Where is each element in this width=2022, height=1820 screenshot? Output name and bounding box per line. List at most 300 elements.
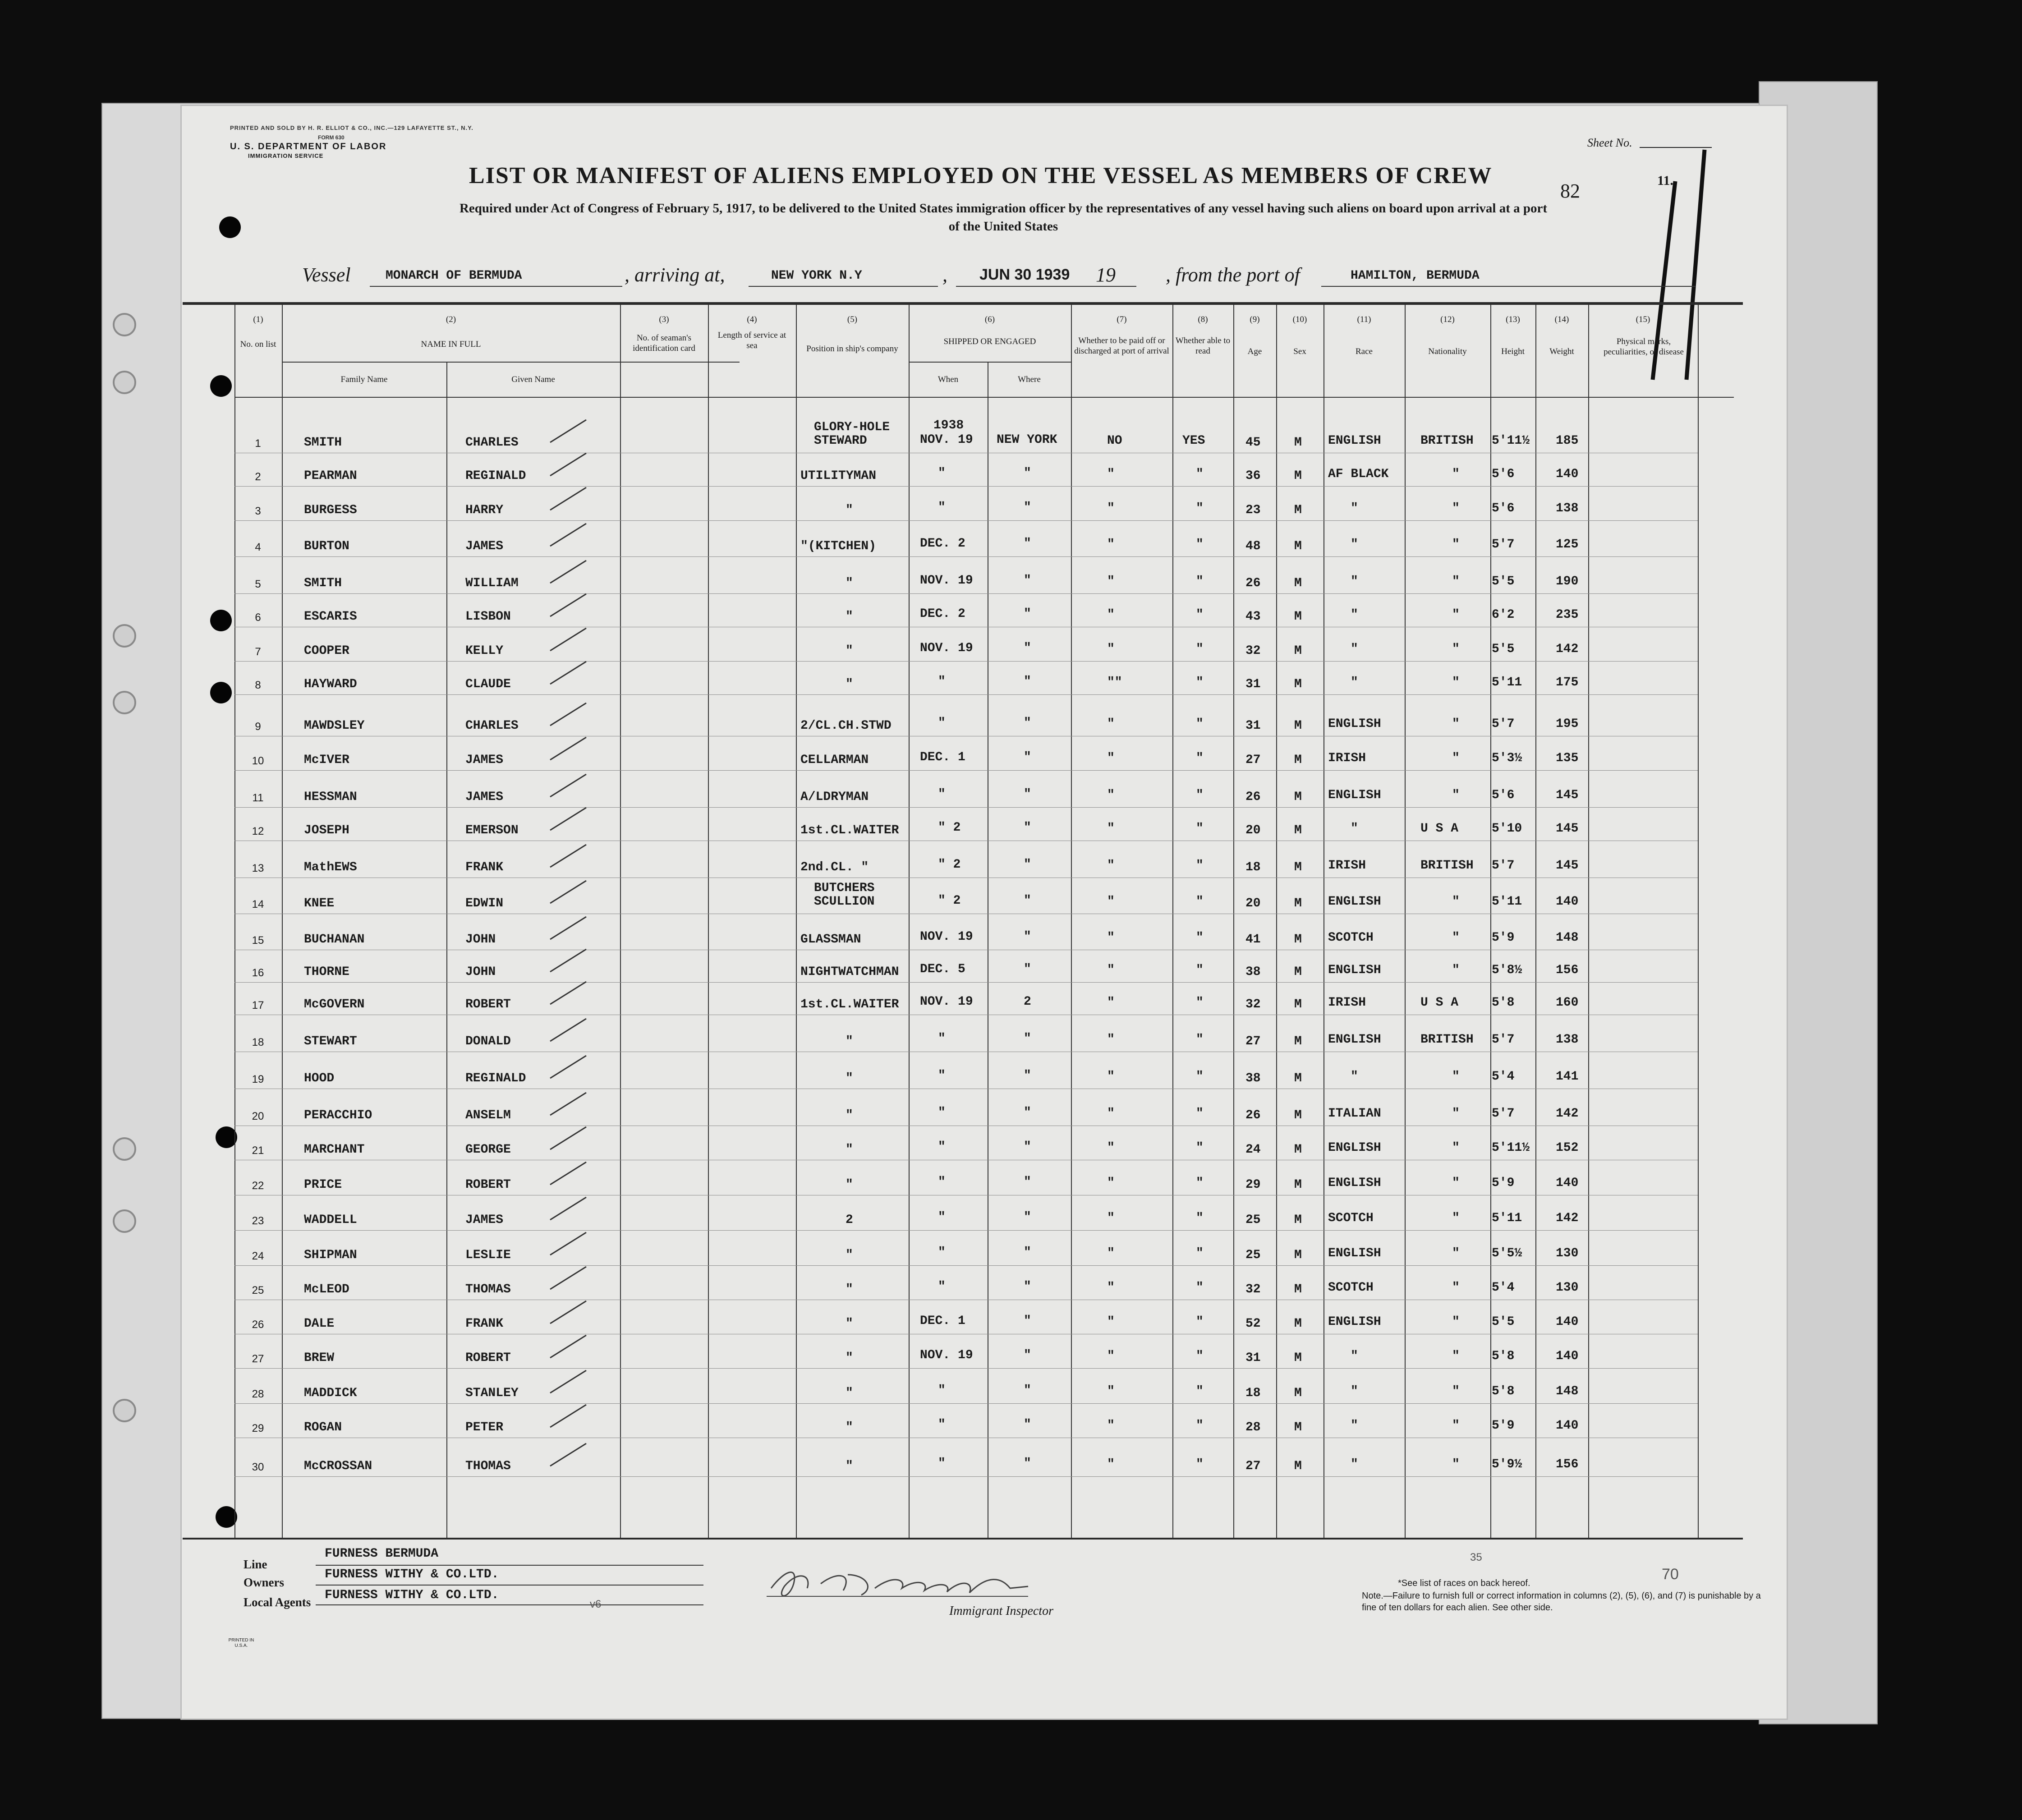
engaged-when: " (938, 1246, 946, 1259)
given-name: CHARLES (465, 436, 519, 450)
height: 5'3½ (1492, 751, 1522, 765)
row-number: 16 (252, 967, 264, 979)
printed-in-usa: PRINTED IN U.S.A. (228, 1638, 254, 1648)
weight: 138 (1556, 1033, 1579, 1047)
height: 5'7 (1492, 717, 1515, 731)
given-name: HARRY (465, 503, 504, 517)
col-paid-off: Whether to be paid off or discharged at port of arrival (1074, 336, 1169, 356)
given-name: EMERSON (465, 823, 519, 837)
race: ITALIAN (1328, 1107, 1381, 1121)
able-to-read: " (1196, 1070, 1204, 1084)
race: ENGLISH (1328, 1246, 1381, 1260)
paid-off: " (1107, 996, 1115, 1010)
subheader-rule (282, 362, 740, 363)
engaged-when: " (938, 675, 946, 689)
col-family-name: Family Name (340, 375, 388, 384)
family-name: JOSEPH (304, 823, 349, 837)
age: 31 (1245, 677, 1261, 691)
engaged-when: " 2 (938, 821, 961, 835)
paid-off: " (1107, 1070, 1115, 1084)
col-where: Where (1018, 375, 1041, 384)
inspector-label: Immigrant Inspector (949, 1604, 1053, 1618)
service-name: IMMIGRATION SERVICE (248, 152, 324, 159)
family-name: SMITH (304, 576, 342, 590)
pencil-note-35: 35 (1470, 1551, 1482, 1563)
position: " (846, 644, 853, 658)
row-number: 5 (255, 578, 261, 590)
departure-port: HAMILTON, BERMUDA (1351, 269, 1480, 283)
engaged-when: NOV. 19 (920, 641, 973, 655)
race: " (1351, 538, 1358, 552)
from-port-label: , from the port of (1166, 264, 1300, 286)
col-13-number: (13) (1506, 315, 1520, 324)
position-line-2: SCULLION (814, 895, 875, 909)
engaged-where: " (1024, 1140, 1031, 1154)
weight: 140 (1556, 1419, 1579, 1433)
engaged-where: NEW YORK (997, 433, 1057, 447)
sex: M (1294, 610, 1302, 624)
height: 5'7 (1492, 859, 1515, 873)
sex: M (1294, 539, 1302, 553)
family-name: STEWART (304, 1034, 357, 1048)
statute-line-2: of the United States (948, 219, 1058, 234)
weight: 140 (1556, 1176, 1579, 1190)
family-name: SMITH (304, 436, 342, 450)
engaged-where: " (1024, 1314, 1031, 1328)
nationality: " (1452, 1107, 1460, 1121)
check-mark-icon (548, 521, 588, 548)
engaged-when: " (938, 1140, 946, 1154)
sex: M (1294, 860, 1302, 874)
owners-label: Owners (244, 1576, 284, 1589)
paid-off: " (1107, 859, 1115, 873)
race: " (1351, 608, 1358, 622)
arriving-label: , arriving at, (625, 264, 725, 286)
able-to-read: " (1196, 467, 1204, 481)
paid-off: " (1107, 608, 1115, 622)
paid-off: " (1107, 895, 1115, 909)
nationality: " (1452, 1349, 1460, 1363)
paid-off: " (1107, 538, 1115, 552)
punch-hole (216, 1506, 237, 1528)
weight: 138 (1556, 501, 1579, 515)
col-8-number: (8) (1198, 315, 1208, 324)
check-mark-icon (548, 772, 588, 799)
family-name: BURTON (304, 539, 349, 553)
engaged-when: DEC. 1 (920, 1314, 965, 1328)
sex: M (1294, 503, 1302, 517)
col-2-number: (2) (446, 315, 456, 324)
age: 36 (1245, 469, 1261, 483)
inspector-signature (758, 1557, 1037, 1611)
engaged-where: " (1024, 1175, 1031, 1189)
line-value: FURNESS BERMUDA (325, 1547, 439, 1561)
race: " (1351, 1349, 1358, 1363)
year-label: 19 (1096, 264, 1116, 286)
row-number: 14 (252, 898, 264, 910)
age: 38 (1245, 965, 1261, 979)
engaged-when: " 2 (938, 858, 961, 872)
engaged-when: " (938, 1032, 946, 1046)
engaged-where: " (1024, 894, 1031, 908)
engaged-where: " (1024, 716, 1031, 730)
weight: 142 (1556, 1107, 1579, 1121)
height: 5'8 (1492, 1384, 1515, 1398)
sex: M (1294, 1071, 1302, 1085)
position: " (846, 1282, 853, 1296)
engaged-where: " (1024, 962, 1031, 976)
nationality: BRITISH (1420, 1033, 1474, 1047)
line-label: Line (244, 1558, 267, 1571)
family-name: HOOD (304, 1071, 335, 1085)
height: 5'6 (1492, 467, 1515, 481)
row-number: 9 (255, 721, 261, 733)
height: 5'11½ (1492, 1141, 1530, 1155)
able-to-read: " (1196, 996, 1204, 1010)
sex: M (1294, 1386, 1302, 1400)
position: " (846, 1351, 853, 1365)
position: " (846, 1420, 853, 1434)
race: " (1351, 1457, 1358, 1471)
race: " (1351, 676, 1358, 689)
able-to-read: " (1196, 1246, 1204, 1260)
nationality: " (1452, 467, 1460, 481)
check-mark-icon (548, 915, 588, 942)
col-9-number: (9) (1250, 315, 1260, 324)
position: 2 (846, 1213, 853, 1227)
check-mark-icon (548, 1299, 588, 1326)
engaged-where: " (1024, 858, 1031, 872)
sex: M (1294, 1034, 1302, 1048)
engaged-when: " 2 (938, 894, 961, 908)
height: 5'9½ (1492, 1457, 1522, 1471)
engaged-where: " (1024, 1383, 1031, 1397)
family-name: PEARMAN (304, 469, 357, 483)
check-mark-icon (548, 805, 588, 832)
check-mark-icon (548, 1160, 588, 1187)
age: 52 (1245, 1317, 1261, 1331)
paid-off: " (1107, 1281, 1115, 1295)
family-name: McIVER (304, 753, 349, 767)
page-number: 11. (1657, 173, 1673, 188)
family-name: MADDICK (304, 1386, 357, 1400)
pencil-note-70: 70 (1662, 1566, 1679, 1583)
weight: 148 (1556, 1384, 1579, 1398)
row-rule (234, 770, 1698, 771)
nationality: " (1452, 538, 1460, 552)
race: IRISH (1328, 751, 1366, 765)
nationality: " (1452, 931, 1460, 945)
race: ENGLISH (1328, 788, 1381, 802)
engaged-when: " (938, 1069, 946, 1083)
col-11-number: (11) (1357, 315, 1371, 324)
engaged-when: " (938, 1457, 946, 1471)
nationality: " (1452, 717, 1460, 731)
family-name: McGOVERN (304, 997, 365, 1011)
paid-off: " (1107, 1349, 1115, 1363)
given-name: WILLIAM (465, 576, 519, 590)
column-divider (234, 305, 235, 1538)
weight: 140 (1556, 1349, 1579, 1363)
family-name: HAYWARD (304, 677, 357, 691)
departure-port-line (1321, 286, 1696, 287)
height: 5'8 (1492, 996, 1515, 1010)
row-number: 21 (252, 1144, 264, 1157)
check-mark-icon (548, 1230, 588, 1257)
line-underline (316, 1565, 703, 1566)
given-name: JOHN (465, 933, 496, 947)
col-race: Race (1356, 347, 1373, 356)
engaged-where: " (1024, 501, 1031, 515)
sex: M (1294, 1459, 1302, 1473)
position: NIGHTWATCHMAN (800, 965, 899, 979)
row-number: 22 (252, 1180, 264, 1192)
age: 27 (1245, 753, 1261, 767)
agents-value: FURNESS WITHY & CO.LTD. (325, 1588, 499, 1602)
paid-off: " (1107, 822, 1115, 836)
row-rule (234, 694, 1698, 695)
paid-off: " (1107, 574, 1115, 588)
position: " (846, 1071, 853, 1085)
nationality: " (1452, 895, 1460, 909)
family-name: MAWDSLEY (304, 719, 365, 733)
able-to-read: " (1196, 963, 1204, 977)
sex: M (1294, 965, 1302, 979)
age: 38 (1245, 1071, 1261, 1085)
engaged-where: " (1024, 607, 1031, 621)
sex: M (1294, 469, 1302, 483)
position: GLORY-HOLE (814, 420, 890, 434)
engaged-when: " (938, 1280, 946, 1294)
check-mark-icon (548, 1264, 588, 1291)
row-rule (234, 486, 1698, 487)
weight: 195 (1556, 717, 1579, 731)
engaged-when: NOV. 19 (920, 930, 973, 944)
paid-off: " (1107, 788, 1115, 802)
given-name: LISBON (465, 610, 511, 624)
able-to-read: " (1196, 1419, 1204, 1433)
height: 5'8½ (1492, 963, 1522, 977)
able-to-read: YES (1182, 434, 1205, 448)
height: 5'9 (1492, 931, 1515, 945)
weight: 160 (1556, 996, 1579, 1010)
row-number: 11 (252, 792, 264, 804)
age: 48 (1245, 539, 1261, 553)
position: " (846, 1386, 853, 1400)
position: 2/CL.CH.STWD (800, 719, 892, 733)
engaged-where: " (1024, 1280, 1031, 1294)
col-5-number: (5) (847, 315, 858, 324)
row-number: 4 (255, 541, 261, 553)
row-number: 15 (252, 934, 264, 947)
row-rule (234, 1265, 1698, 1266)
able-to-read: " (1196, 1349, 1204, 1363)
nationality: " (1452, 1246, 1460, 1260)
age: 31 (1245, 719, 1261, 733)
height: 5'11 (1492, 895, 1522, 909)
row-number: 25 (252, 1284, 264, 1296)
paid-off: " (1107, 717, 1115, 731)
height: 5'7 (1492, 1107, 1515, 1121)
check-mark-icon (548, 1053, 588, 1080)
column-divider (796, 305, 797, 1538)
age: 20 (1245, 823, 1261, 837)
paid-off: " (1107, 1419, 1115, 1433)
nationality: " (1452, 574, 1460, 588)
given-name: REGINALD (465, 469, 526, 483)
row-rule (234, 1230, 1698, 1231)
able-to-read: " (1196, 788, 1204, 802)
paid-off: " (1107, 931, 1115, 945)
sex: M (1294, 436, 1302, 450)
column-divider (708, 305, 709, 1538)
position: " (846, 1317, 853, 1331)
given-name: LESLIE (465, 1248, 511, 1262)
sex: M (1294, 753, 1302, 767)
race: ENGLISH (1328, 895, 1381, 909)
nationality: " (1452, 751, 1460, 765)
department-name: U. S. DEPARTMENT OF LABOR (230, 142, 387, 152)
check-mark-icon (548, 1368, 588, 1395)
engaged-when: " (938, 716, 946, 730)
reinforcement-ring (113, 313, 136, 336)
race: " (1351, 574, 1358, 588)
paid-off: NO (1107, 434, 1122, 448)
family-name: PRICE (304, 1178, 342, 1192)
comma: , (942, 264, 947, 286)
printer-credit: PRINTED AND SOLD BY H. R. ELLIOT & CO., INC.—129 LAFAYETTE ST., N.Y. (230, 124, 473, 131)
position: CELLARMAN (800, 753, 869, 767)
engaged-when: " (938, 1210, 946, 1224)
position-line-2: STEWARD (814, 434, 867, 448)
nationality: " (1452, 963, 1460, 977)
age: 26 (1245, 576, 1261, 590)
engaged-where: 2 (1024, 995, 1031, 1009)
engaged-where: " (1024, 1348, 1031, 1362)
row-rule (234, 1476, 1698, 1477)
position: 1st.CL.WAITER (800, 997, 899, 1011)
family-name: BURGESS (304, 503, 357, 517)
engaged-when: " (938, 466, 946, 480)
nationality: " (1452, 1457, 1460, 1471)
age: 29 (1245, 1178, 1261, 1192)
paid-off: " (1107, 467, 1115, 481)
able-to-read: " (1196, 642, 1204, 656)
race: ENGLISH (1328, 1033, 1381, 1047)
family-name: HESSMAN (304, 790, 357, 804)
paid-off: " (1107, 1315, 1115, 1329)
engaged-when: " (938, 501, 946, 515)
punch-hole (216, 1126, 237, 1148)
given-name: DONALD (465, 1034, 511, 1048)
weight: 152 (1556, 1141, 1579, 1155)
race: " (1351, 642, 1358, 656)
weight: 185 (1556, 434, 1579, 448)
position: " (846, 1459, 853, 1473)
sex: M (1294, 997, 1302, 1011)
col-shipped-engaged: SHIPPED OR ENGAGED (943, 337, 1036, 346)
col-nationality: Nationality (1428, 347, 1467, 356)
position: 1st.CL.WAITER (800, 823, 899, 837)
sex: M (1294, 1317, 1302, 1331)
sex: M (1294, 1248, 1302, 1262)
height: 5'11 (1492, 1211, 1522, 1225)
able-to-read: " (1196, 931, 1204, 945)
given-name: THOMAS (465, 1459, 511, 1473)
family-name: MathEWS (304, 860, 357, 874)
check-mark-icon (548, 735, 588, 762)
able-to-read: " (1196, 822, 1204, 836)
sex: M (1294, 1108, 1302, 1122)
age: 27 (1245, 1459, 1261, 1473)
engaged-when: " (938, 1106, 946, 1120)
given-name: ROBERT (465, 1351, 511, 1365)
col-service-length: Length of service at sea (717, 331, 786, 350)
agents-label: Local Agents (244, 1595, 311, 1609)
age: 25 (1245, 1248, 1261, 1262)
column-divider (1535, 305, 1536, 1538)
paid-off: " (1107, 1033, 1115, 1047)
engaged-when: " (938, 1418, 946, 1432)
weight: 142 (1556, 1211, 1579, 1225)
position: A/LDRYMAN (800, 790, 869, 804)
row-number: 27 (252, 1353, 264, 1365)
given-name: PETER (465, 1420, 504, 1434)
header-bottom-rule (234, 397, 1734, 398)
paid-off: " (1107, 1457, 1115, 1471)
height: 5'11½ (1492, 434, 1530, 448)
race: SCOTCH (1328, 1281, 1374, 1295)
nationality: " (1452, 1176, 1460, 1190)
row-number: 8 (255, 679, 261, 691)
paid-off: " (1107, 1107, 1115, 1121)
given-name: CLAUDE (465, 677, 511, 691)
check-mark-icon (548, 1402, 588, 1429)
column-divider (1698, 305, 1699, 1538)
position: 2nd.CL. " (800, 860, 869, 874)
family-name: KNEE (304, 896, 335, 910)
engaged-where: " (1024, 1210, 1031, 1224)
reinforcement-ring (113, 371, 136, 394)
paid-off: " (1107, 1384, 1115, 1398)
col-14-number: (14) (1554, 315, 1569, 324)
row-number: 2 (255, 471, 261, 483)
position: UTILITYMAN (800, 469, 877, 483)
age: 20 (1245, 896, 1261, 910)
position: " (846, 1108, 853, 1122)
nationality: " (1452, 642, 1460, 656)
check-mark-icon (548, 979, 588, 1007)
able-to-read: " (1196, 1281, 1204, 1295)
race: ENGLISH (1328, 1141, 1381, 1155)
paid-off: " (1107, 1141, 1115, 1155)
age: 31 (1245, 1351, 1261, 1365)
engaged-when: DEC. 2 (920, 607, 965, 621)
family-name: McCROSSAN (304, 1459, 372, 1473)
row-number: 30 (252, 1461, 264, 1473)
weight: 156 (1556, 1457, 1579, 1471)
engaged-where: " (1024, 930, 1031, 944)
check-mark-icon (548, 451, 588, 478)
reinforcement-ring (113, 624, 136, 648)
sex: M (1294, 790, 1302, 804)
check-mark-icon (548, 1441, 588, 1468)
engaged-when: DEC. 2 (920, 537, 965, 551)
agents-underline (316, 1604, 703, 1605)
row-rule (234, 1403, 1698, 1404)
col-given-name: Given Name (511, 375, 555, 384)
family-name: THORNE (304, 965, 349, 979)
